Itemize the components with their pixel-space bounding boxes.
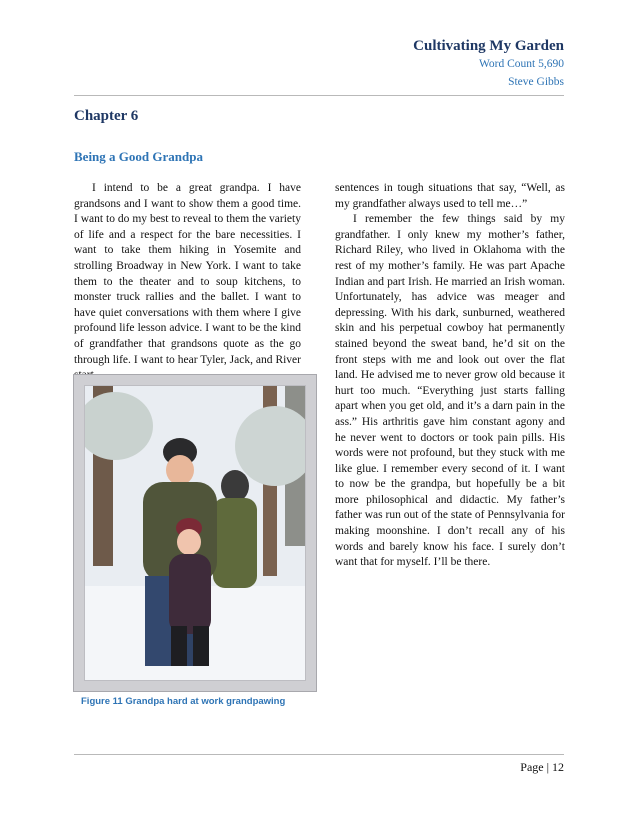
body-paragraph-continuation: sentences in tough situations that say, “Well, as my grandfather always used to tell me…” — [335, 182, 565, 210]
header-divider — [74, 95, 564, 96]
body-paragraph: I intend to be a great grandpa. I have grandsons and I want to show them a good time. I want to do my best to reveal to them the variety of life and a respect for the bare necessities. I want to take them hiking in Yosemite and strolling Broadway in New York. I want to take them to the theater and to soup kitchens, to monster truck rallies and the ballet. I want to have quiet conversations with them where I give profound life lesson advice. I want to be the kind of grandfather that grandsons quote as the go through life. I want to hear Tyler, Jack, and River — [74, 182, 301, 366]
document-title: Cultivating My Garden — [413, 38, 564, 54]
word-count: Word Count 5,690 — [478, 58, 564, 70]
left-column — [74, 181, 301, 384]
family-photo — [84, 385, 306, 681]
figure-caption: Figure 11 Grandpa hard at work grandpawing — [81, 696, 286, 707]
chapter-heading: Chapter 6 — [74, 108, 139, 124]
page-number: Page | 12 — [520, 760, 564, 774]
author-name: Steve Gibbs — [508, 76, 564, 88]
photo-frame — [73, 374, 317, 692]
right-column — [335, 181, 565, 571]
footer-divider — [74, 754, 564, 755]
body-paragraph: I remember the few things said by my grandfather. I only knew my mother’s father, Richard Riley, who lived in Oklahoma with the rest of my mother’s family. He was part Apache Indian and part Irish. He married an Irish woman. Unfortunately, has advice was meager and depressing. With his dark, sunburned, weathered skin and his perpetual cowboy hat permanently stained beyond the sweat band, he’d sit on the front steps with me and look out over the flat land. He advised me to never grow old because it hurt too much. “Everything just starts falling apart when you get old, and it’s a darn pain in the ass.” His arthritis gave him constant agony and he never went to doctors or took pain pills. His words were not profound, but they stuck with me like glue. I remember every second of it. I want to now be the grandpa, but hopefully be a bit more philosophical and didactic. My father’s father was run out of the state of Pennsylvania for making moonshine. I don’t recall any of his words and barely know his face. I surely don’t want that for myself. I’ll be there. — [335, 213, 565, 569]
photo-illustration — [85, 386, 306, 681]
section-heading: Being a Good Grandpa — [74, 149, 203, 164]
